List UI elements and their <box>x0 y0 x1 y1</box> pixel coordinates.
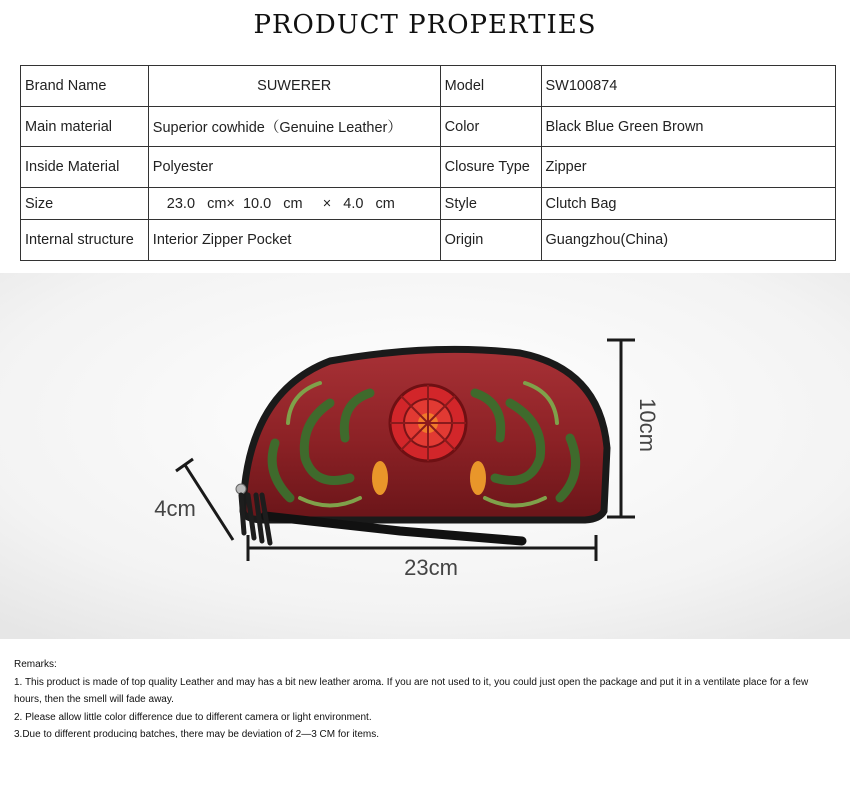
flower-emboss <box>390 385 466 461</box>
property-value: Superior cowhide（Genuine Leather） <box>148 107 440 147</box>
property-value: SW100874 <box>541 66 835 107</box>
property-label: Color <box>440 107 541 147</box>
property-value: Polyester <box>148 147 440 188</box>
property-value: Black Blue Green Brown <box>541 107 835 147</box>
page-title: PRODUCT PROPERTIES <box>253 10 597 40</box>
depth-label: 4cm <box>154 496 196 521</box>
remarks <box>14 656 834 738</box>
property-label: Internal structure <box>21 220 149 261</box>
property-label: Closure Type <box>440 147 541 188</box>
property-value: 23.0 cm× 10.0 cm × 4.0 cm <box>148 188 440 220</box>
property-label: Origin <box>440 220 541 261</box>
property-label: Main material <box>21 107 149 147</box>
property-label: Style <box>440 188 541 220</box>
property-value: Clutch Bag <box>541 188 835 220</box>
height-label: 10cm <box>635 398 660 452</box>
table-row <box>21 147 836 188</box>
product-properties-table <box>20 65 836 261</box>
property-value: Interior Zipper Pocket <box>148 220 440 261</box>
product-photo <box>0 273 850 639</box>
remark-item: 3.Due to different producing batches, there may be deviation of 2—3 CM for items. <box>14 729 380 738</box>
property-value: SUWERER <box>148 66 440 107</box>
table-row <box>21 107 836 147</box>
property-label: Inside Material <box>21 147 149 188</box>
table-row <box>21 220 836 261</box>
property-label: Brand Name <box>21 66 149 107</box>
property-label: Size <box>21 188 149 220</box>
remarks-heading: Remarks: <box>14 659 57 670</box>
property-label: Model <box>440 66 541 107</box>
property-value: Zipper <box>541 147 835 188</box>
remark-item: 2. Please allow little color difference due to different camera or light environment. <box>14 711 372 723</box>
remark-item: 1. This product is made of top quality Leather and may has a bit new leather aroma. If you are not used to it, you could just open the package and put it in a ventilate place for a few hours, then the smell will fade away. <box>14 676 809 705</box>
width-label: 23cm <box>404 555 458 580</box>
table-row <box>21 66 836 107</box>
table-row <box>21 188 836 220</box>
property-value: Guangzhou(China) <box>541 220 835 261</box>
